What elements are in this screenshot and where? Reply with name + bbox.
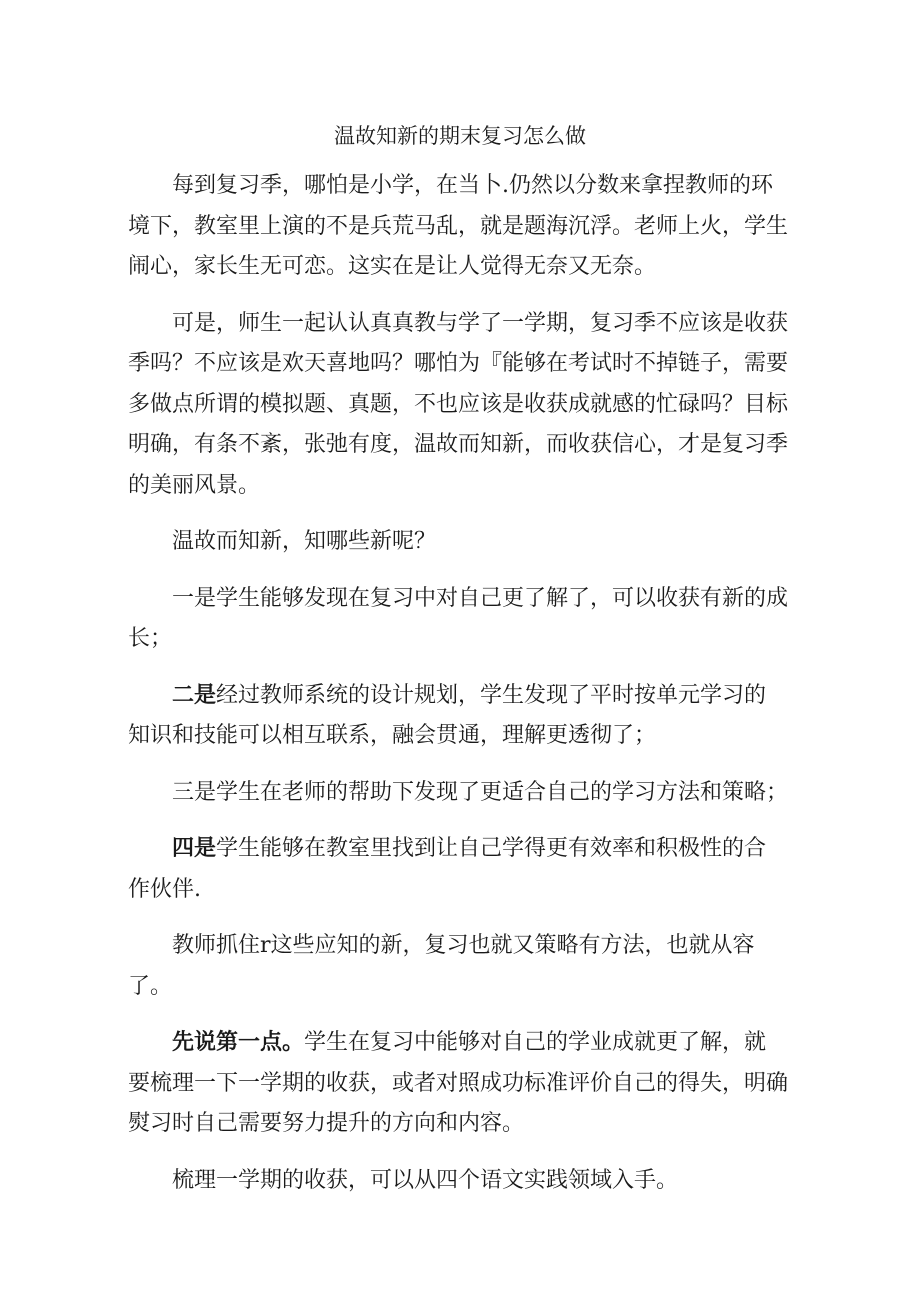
- paragraph-10: [128, 1161, 788, 1202]
- paragraph-text: 一是学生能够发现在复习中对自己更了解了，可以收获有新的成长；: [128, 585, 789, 651]
- document-body: [128, 166, 788, 1217]
- paragraph-text: 梳理一学期的收获，可以从四个语文实践领域入手。: [172, 1167, 679, 1193]
- paragraph-lead: 二是: [172, 682, 217, 708]
- paragraph-3: [128, 522, 788, 563]
- paragraph-text: 教师抓住r这些应知的新，复习也就又策略有方法，也就从容了。: [128, 933, 755, 999]
- paragraph-text: 三是学生在老师的帮助下发现了更适合自己的学习方法和策略；: [172, 779, 789, 805]
- paragraph-6: [128, 773, 788, 814]
- paragraph-text: 经过教师系统的设计规划，学生发现了平时按单元学习的知识和技能可以相互联系，融会贯通，理解更透彻了；: [128, 682, 767, 748]
- paragraph-2: [128, 304, 788, 507]
- paragraph-text: 学生在复习中能够对自己的学业成就更了解，就要梳理一下一学期的收获，或者对照成功标准评价自己的得失，明确熨习时自己需要努力提升的方向和内容。: [128, 1030, 789, 1136]
- paragraph-1: [128, 166, 788, 288]
- paragraph-4: [128, 579, 788, 660]
- paragraph-text: 温故而知新，知哪些新呢？: [172, 529, 437, 554]
- paragraph-text: 学生能够在教室里找到让自己学得更有效率和积极性的合作伙伴.: [128, 836, 767, 902]
- paragraph-8: [128, 926, 788, 1007]
- paragraph-lead: 四是: [172, 836, 217, 861]
- paragraph-text: 每到复习季，哪怕是小学，在当卜.仍然以分数来拿捏教师的环境下，教室里上演的不是兵荒马乱，就是题海沉浮。老师上火，学生闹心，家长生无可恋。这实在是让人觉得无奈又无奈。: [128, 173, 789, 279]
- paragraph-9: [128, 1023, 788, 1145]
- document-title: 温故知新的期末复习怎么做: [334, 124, 586, 148]
- paragraph-text: 可是，师生一起认认真真教与学了一学期，复习季不应该是收获季吗？不应该是欢天喜地吗？哪怕为『能够在考试时不掉链子，需要多做点所谓的模拟题、真题，不也应该是收获成就感的忙碌吗？目标明确，有条不紊，张弛有度，温故而知新，而收获信心，才是复习季的美丽风景。: [128, 310, 789, 498]
- paragraph-7: [128, 829, 788, 910]
- paragraph-lead: 先说第一点。: [172, 1030, 305, 1055]
- paragraph-5: [128, 676, 788, 757]
